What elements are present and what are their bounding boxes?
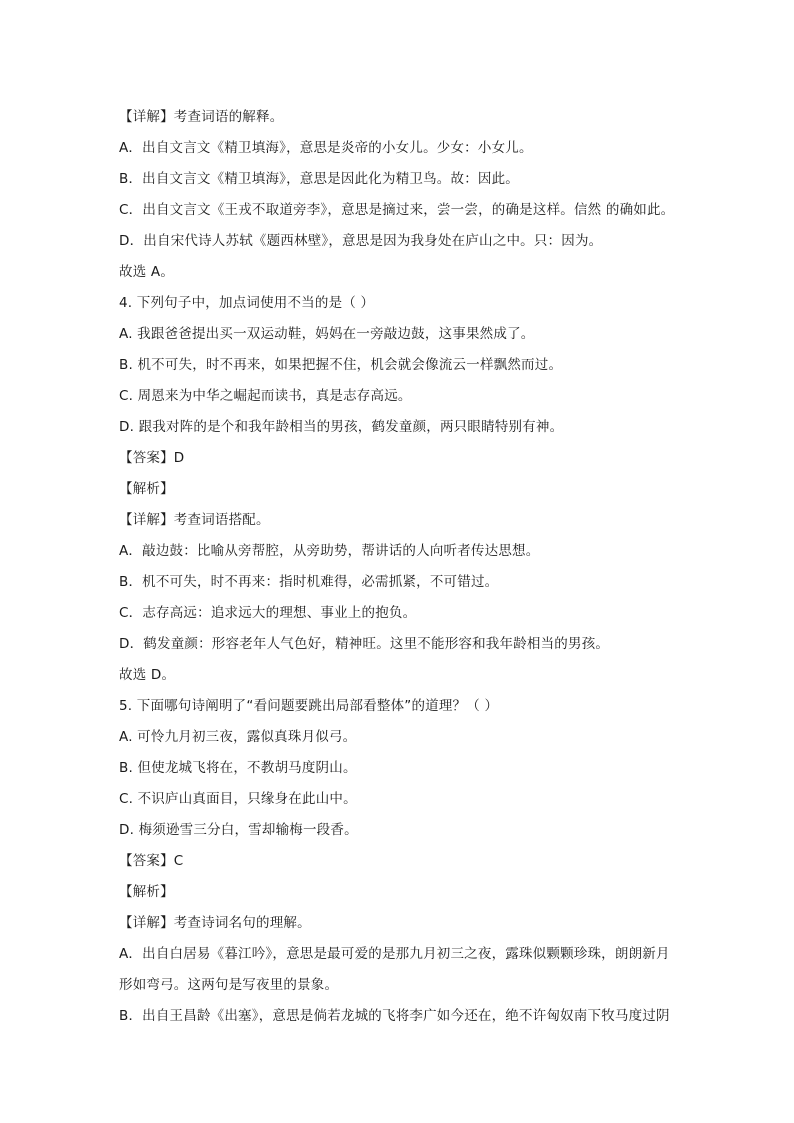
detail-heading-line: 【详解】考查词语的解释。 <box>119 109 284 125</box>
question-5-explanation-a-continued: 形如弯弓。这两句是写夜里的景象。 <box>119 977 339 993</box>
option-c-explanation: C．出自文言文《王戎不取道旁李》，意思是摘过来，尝一尝，的确是这样。信然 的确如此。 <box>119 202 675 218</box>
question-4-option-a: A. 我跟爸爸提出买一双运动鞋，妈妈在一旁敲边鼓，这事果然成了。 <box>119 326 535 342</box>
question-4-explanation-b: B．机不可失，时不再来：指时机难得，必需抓紧，不可错过。 <box>119 574 499 590</box>
question-5-explanation-a: A．出自白居易《暮江吟》，意思是最可爱的是那九月初三之夜，露珠似颗颗珍珠，朗朗新月 <box>119 946 670 962</box>
conclusion-line: 故选 A。 <box>119 264 175 280</box>
option-d-explanation: D．出自宋代诗人苏轼《题西林壁》，意思是因为我身处在庐山之中。只：因为。 <box>119 233 603 249</box>
question-4-option-c: C. 周恩来为中华之崛起而读书，真是志存高远。 <box>119 388 412 404</box>
document-body <box>119 102 689 1032</box>
question-4-conclusion: 故选 D。 <box>119 667 176 683</box>
question-4-analysis-heading: 【解析】 <box>119 481 174 497</box>
question-5-option-c: C. 不识庐山真面目，只缘身在此山中。 <box>119 791 357 807</box>
question-4-explanation-c: C．志存高远：追求远大的理想、事业上的抱负。 <box>119 605 417 621</box>
question-4-explanation-d: D．鹤发童颜：形容老年人气色好，精神旺。这里不能形容和我年龄相当的男孩。 <box>119 636 610 652</box>
question-5-stem: 5. 下面哪句诗阐明了“看问题要跳出局部看整体”的道理？（ ） <box>119 698 499 714</box>
question-5-analysis-heading: 【解析】 <box>119 884 174 900</box>
question-5-option-d: D. 梅须逊雪三分白，雪却输梅一段香。 <box>119 822 358 838</box>
question-4-detail-heading: 【详解】考查词语搭配。 <box>119 512 270 528</box>
question-4-option-b: B. 机不可失，时不再来，如果把握不住，机会就会像流云一样飘然而过。 <box>119 357 563 373</box>
question-4-option-d: D. 跟我对阵的是个和我年龄相当的男孩，鹤发童颜，两只眼睛特别有神。 <box>119 419 564 435</box>
question-4-answer: 【答案】D <box>119 450 185 466</box>
option-b-explanation: B．出自文言文《精卫填海》，意思是因此化为精卫鸟。故：因此。 <box>119 171 520 187</box>
question-5-option-b: B. 但使龙城飞将在，不教胡马度阴山。 <box>119 760 357 776</box>
option-a-explanation: A．出自文言文《精卫填海》，意思是炎帝的小女儿。少女：小女儿。 <box>119 140 533 156</box>
question-4-explanation-a: A．敲边鼓：比喻从旁帮腔，从旁助势，帮讲话的人向听者传达思想。 <box>119 543 540 559</box>
question-5-detail-heading: 【详解】考查诗词名句的理解。 <box>119 915 311 931</box>
question-5-option-a: A. 可怜九月初三夜，露似真珠月似弓。 <box>119 729 357 745</box>
question-5-answer: 【答案】C <box>119 853 184 869</box>
question-5-explanation-b: B．出自王昌龄《出塞》，意思是倘若龙城的飞将李广如今还在，绝不许匈奴南下牧马度过阴 <box>119 1008 670 1024</box>
question-4-stem: 4. 下列句子中，加点词使用不当的是（ ） <box>119 295 375 311</box>
